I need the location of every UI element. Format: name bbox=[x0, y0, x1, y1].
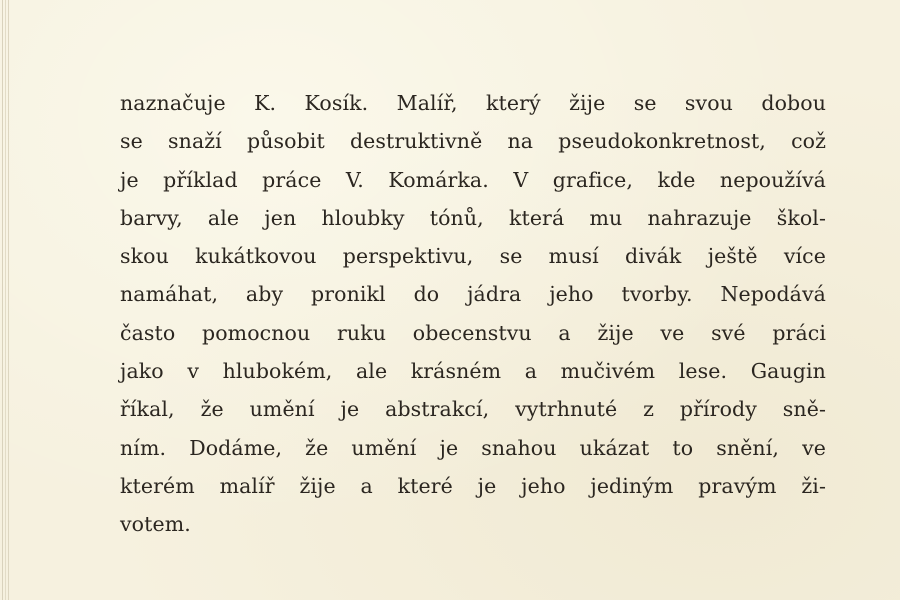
text-line: často pomocnou ruku obecenstvu a žije ve své práci bbox=[120, 320, 826, 345]
page-edge-line bbox=[8, 0, 9, 600]
text-line: namáhat, aby pronikl do jádra jeho tvorby. Nepodává bbox=[120, 282, 826, 307]
text-line: je příklad práce V. Komárka. V grafice, kde nepoužívá bbox=[120, 167, 826, 192]
text-line: votem. bbox=[120, 512, 191, 537]
body-paragraph bbox=[120, 84, 826, 544]
text-line: barvy, ale jen hloubky tónů, která mu nahrazuje škol- bbox=[120, 205, 826, 230]
text-line: naznačuje K. Kosík. Malíř, který žije se svou dobou bbox=[120, 91, 826, 115]
page-edge-line bbox=[2, 0, 3, 600]
page-edge-line bbox=[5, 0, 6, 600]
text-line: jako v hlubokém, ale krásném a mučivém lese. Gaugin bbox=[120, 359, 826, 384]
text-line: říkal, že umění je abstrakcí, vytrhnuté z přírody sně- bbox=[120, 397, 826, 422]
text-line: ním. Dodáme, že umění je snahou ukázat to snění, ve bbox=[120, 435, 826, 460]
text-line: skou kukátkovou perspektivu, se musí divák ještě více bbox=[120, 244, 826, 269]
text-line: se snaží působit destruktivně na pseudokonkretnost, což bbox=[120, 129, 826, 154]
text-line: kterém malíř žije a které je jeho jediným pravým ži- bbox=[120, 473, 826, 498]
